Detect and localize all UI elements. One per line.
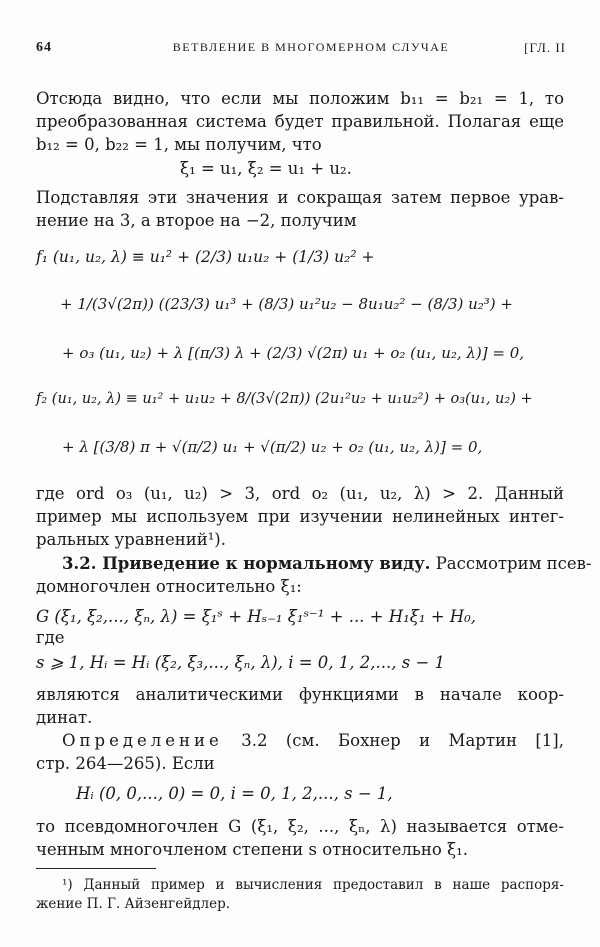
definition-line1: [62, 729, 564, 752]
para1-line3: b₁₂ = 0, b₂₂ = 1, мы получим, что: [36, 135, 322, 154]
para4-line2: динат.: [36, 708, 93, 727]
footnote-rule: [36, 868, 156, 869]
para2-line2: нение на 3, а второе на −2, получим: [36, 211, 357, 230]
section-line1-rest: Рассмотрим псев-: [435, 554, 592, 573]
section-title: 3.2. Приведение к нормальному виду.: [62, 554, 431, 573]
para5-line1: то псевдомногочлен G (ξ₁, ξ₂, ..., ξₙ, λ) называется отме-: [36, 817, 564, 836]
equation-H: Hᵢ (0, 0,..., 0) = 0, i = 0, 1, 2,..., s − 1,: [76, 784, 393, 803]
equation-f1-line3: + o₃ (u₁, u₂) + λ [(π/3) λ + (2/3) √(2π) u₁ + o₂ (u₁, u₂, λ)] = 0,: [62, 344, 525, 362]
equation-G: G (ξ₁, ξ₂,..., ξₙ, λ) = ξ₁ˢ + Hₛ₋₁ ξ₁ˢ⁻¹ + ... + H₁ξ₁ + H₀,: [36, 607, 477, 626]
para3-line2: пример мы используем при изучении нелинейных интег-: [36, 507, 564, 526]
para3-line3: ральных уравнений¹).: [36, 530, 226, 549]
para4-line1: являются аналитическими функциями в начале коор-: [36, 685, 564, 704]
equation-f2-line2: + λ [(3/8) π + √(π/2) u₁ + √(π/2) u₂ + o₂ (u₁, u₂, λ)] = 0,: [62, 438, 483, 456]
equation-f1-line2: + 1/(3√(2π)) ((23/3) u₁³ + (8/3) u₁²u₂ − 8u₁u₂² − (8/3) u₂³) +: [60, 295, 513, 313]
running-title: ВЕТВЛЕНИЕ В МНОГОМЕРНОМ СЛУЧАЕ: [172, 40, 450, 54]
equation-xi: ξ₁ = u₁, ξ₂ = u₁ + u₂.: [180, 159, 352, 178]
section-line1: [62, 552, 592, 575]
equation-f2-line1: f₂ (u₁, u₂, λ) ≡ u₁² + u₁u₂ + 8/(3√(2π)) (2u₁²u₂ + u₁u₂²) + o₃(u₁, u₂) +: [36, 391, 533, 407]
definition-word: Определение: [62, 731, 223, 750]
para3-line1: где ord o₃ (u₁, u₂) > 3, ord o₂ (u₁, u₂, λ) > 2. Данный: [36, 484, 564, 503]
chapter-label: [ГЛ. II: [524, 40, 566, 55]
section-line2: домногочлен относительно ξ₁:: [36, 577, 302, 596]
footnote-line2: жение П. Г. Айзенгейдлер.: [36, 896, 231, 912]
definition-line1-rest: 3.2 (см. Бохнер и Мартин [1],: [241, 731, 564, 750]
para2-line1: Подставляя эти значения и сокращая затем первое урав-: [36, 188, 564, 207]
para5-line2: ченным многочленом степени s относительно ξ₁.: [36, 840, 468, 859]
equation-s: s ⩾ 1, Hᵢ = Hᵢ (ξ₂, ξ₃,..., ξₙ, λ), i = 0, 1, 2,..., s − 1: [36, 653, 446, 672]
definition-line2: стр. 264—265). Если: [36, 754, 215, 773]
para1-line1: Отсюда видно, что если мы положим b₁₁ = b₂₁ = 1, то: [36, 89, 564, 108]
running-header: [36, 40, 566, 62]
equation-f1-line1: f₁ (u₁, u₂, λ) ≡ u₁² + (2/3) u₁u₂ + (1/3) u₂² +: [36, 248, 375, 266]
footnote-line1: ¹) Данный пример и вычисления предоставил в наше распоря-: [62, 877, 564, 893]
para1-line2: преобразованная система будет правильной. Полагая еще: [36, 112, 564, 131]
page-number: 64: [36, 40, 52, 55]
where-word: где: [36, 628, 65, 647]
